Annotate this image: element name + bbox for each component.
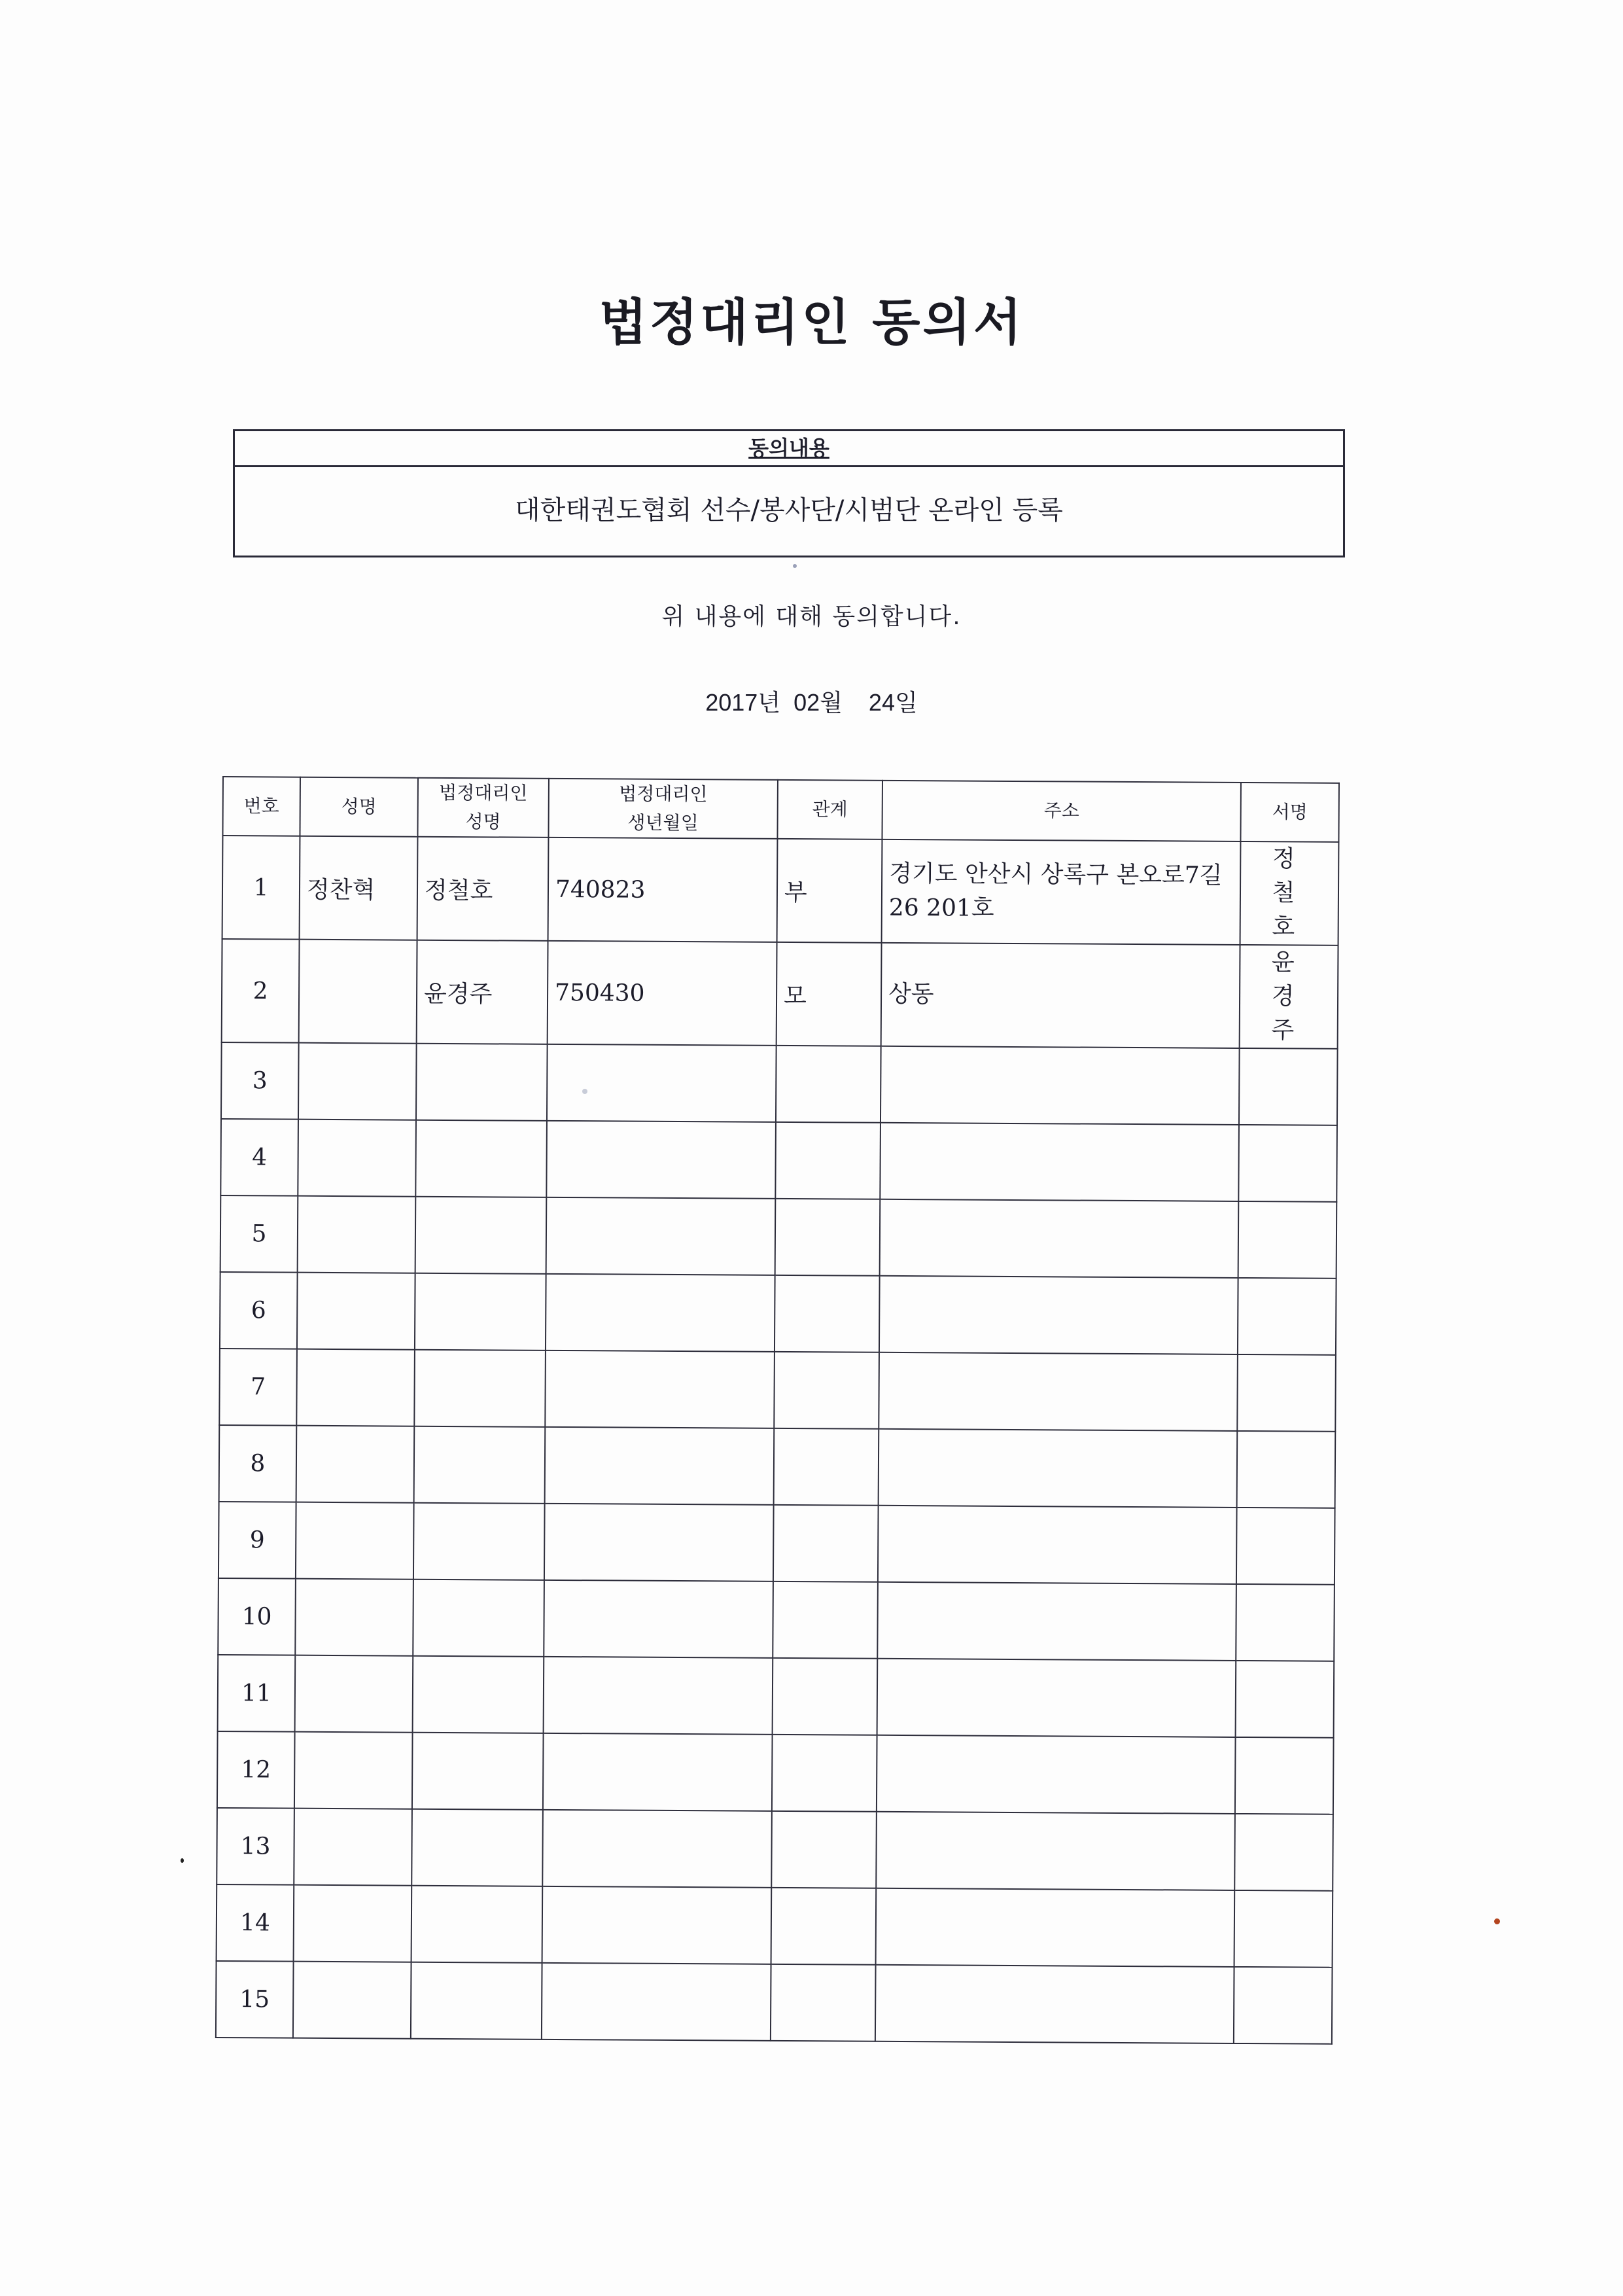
relation — [771, 1888, 877, 1965]
relation — [772, 1735, 877, 1812]
address — [880, 1123, 1239, 1201]
consent-heading: 동의내용 — [235, 431, 1343, 467]
table-row — [219, 1349, 1336, 1432]
student-name — [293, 1962, 411, 2039]
table-row — [220, 1272, 1336, 1355]
table-row — [219, 1425, 1336, 1508]
consent-date: 2017년 02월 24일 — [705, 689, 918, 716]
guardian-name — [413, 1656, 544, 1733]
relation — [771, 1964, 876, 2041]
row-number: 14 — [217, 1884, 294, 1962]
signature — [1236, 1661, 1335, 1738]
address — [877, 1735, 1236, 1814]
signature — [1236, 1584, 1335, 1661]
table-row — [220, 1119, 1337, 1202]
guardian-name — [415, 1273, 546, 1351]
address — [881, 1046, 1240, 1125]
signature — [1239, 1048, 1338, 1125]
scan-speck — [582, 1089, 587, 1094]
guardian-name — [414, 1350, 546, 1427]
guardian-name — [415, 1120, 547, 1197]
row-number: 15 — [216, 1961, 294, 2038]
header-relation: 관계 — [777, 780, 882, 839]
signature — [1238, 1125, 1337, 1202]
signature — [1234, 1890, 1333, 1968]
guardian-birthdate — [544, 1504, 774, 1581]
guardian-name — [411, 1962, 542, 2040]
student-name — [298, 1120, 416, 1197]
relation — [775, 1122, 881, 1199]
signature — [1234, 1814, 1333, 1891]
guardian-birthdate — [542, 1886, 772, 1964]
guardian-name — [414, 1426, 546, 1504]
guardian-name — [413, 1503, 545, 1580]
row-number: 3 — [221, 1042, 299, 1120]
student-name: 정찬혁 — [300, 836, 418, 940]
table-row — [216, 1961, 1333, 2044]
signature — [1236, 1508, 1335, 1585]
table-row — [218, 1578, 1335, 1661]
signature — [1235, 1737, 1334, 1814]
guardian-birthdate — [546, 1274, 775, 1352]
table-row — [217, 1808, 1333, 1891]
scan-speck — [1494, 1918, 1500, 1924]
guardian-name: 정철호 — [417, 837, 549, 941]
header-number: 번호 — [222, 777, 300, 836]
guardian-birthdate — [544, 1657, 773, 1735]
relation: 모 — [777, 942, 882, 1046]
address: 상동 — [881, 943, 1240, 1048]
guardian-birthdate: 740823 — [548, 838, 778, 942]
student-name — [294, 1885, 412, 1962]
row-number: 13 — [217, 1808, 294, 1885]
agreement-statement: 위 내용에 대해 동의합니다. — [661, 603, 962, 630]
relation — [776, 1046, 881, 1123]
guardian-name: 윤경주 — [417, 940, 548, 1044]
guardian-birthdate — [545, 1351, 775, 1428]
relation — [773, 1581, 878, 1659]
guardian-birthdate — [546, 1197, 776, 1275]
guardian-birthdate — [542, 1810, 772, 1888]
guardian-name — [413, 1580, 544, 1657]
student-name — [294, 1809, 412, 1886]
table-row — [222, 939, 1338, 1049]
address — [877, 1582, 1236, 1661]
row-number: 10 — [218, 1578, 296, 1655]
address — [880, 1199, 1239, 1278]
table-header-row — [222, 777, 1338, 842]
table-row — [221, 1042, 1338, 1125]
address — [879, 1429, 1238, 1508]
row-number: 7 — [219, 1349, 297, 1426]
row-number: 1 — [222, 836, 300, 940]
address — [876, 1812, 1235, 1890]
row-number: 12 — [217, 1731, 295, 1809]
address: 경기도 안산시 상록구 본오로7길 26 201호 — [882, 839, 1241, 945]
table-row — [218, 1655, 1335, 1738]
address — [876, 1888, 1235, 1967]
header-address: 주소 — [882, 781, 1241, 841]
guardian-birthdate — [547, 1044, 777, 1122]
address — [879, 1276, 1238, 1354]
student-name — [294, 1732, 413, 1809]
table-row — [222, 836, 1339, 945]
consent-body: 대한태권도협회 선수/봉사단/시범단 온라인 등록 — [515, 495, 1063, 525]
guardian-registration-table — [215, 776, 1340, 2045]
row-number: 9 — [218, 1502, 296, 1579]
student-name — [299, 940, 417, 1044]
signature — [1237, 1354, 1336, 1432]
guardian-name — [411, 1886, 543, 1963]
relation — [774, 1428, 879, 1506]
guardian-birthdate: 750430 — [548, 941, 777, 1046]
student-name — [297, 1273, 415, 1350]
relation — [774, 1352, 879, 1429]
guardian-name — [416, 1044, 548, 1121]
scan-speck — [793, 564, 797, 568]
relation — [775, 1275, 880, 1352]
student-name — [298, 1043, 417, 1120]
relation: 부 — [777, 839, 882, 943]
relation — [775, 1199, 881, 1276]
table-body — [216, 836, 1339, 2044]
header-guardian-name: 법정대리인 성명 — [417, 778, 549, 838]
table-row — [217, 1884, 1333, 1968]
student-name — [298, 1196, 416, 1273]
guardian-birthdate — [542, 1963, 771, 2041]
student-name — [295, 1579, 413, 1656]
signature — [1237, 1431, 1336, 1508]
header-name: 성명 — [300, 777, 418, 837]
row-number: 4 — [220, 1119, 298, 1196]
signature — [1238, 1201, 1337, 1279]
header-guardian-birth: 법정대리인 생년월일 — [548, 779, 778, 839]
document-title: 법정대리인 동의서 — [599, 293, 1024, 351]
relation — [771, 1811, 877, 1888]
guardian-birthdate — [544, 1580, 773, 1658]
guardian-birthdate — [546, 1121, 776, 1199]
address — [877, 1659, 1236, 1737]
consent-box — [233, 429, 1345, 557]
address — [878, 1506, 1237, 1584]
guardian-birthdate — [545, 1427, 775, 1505]
row-number: 5 — [220, 1195, 298, 1273]
row-number: 11 — [218, 1655, 296, 1732]
relation — [773, 1505, 879, 1582]
address — [879, 1352, 1238, 1431]
student-name — [296, 1426, 415, 1503]
row-number: 8 — [219, 1425, 297, 1502]
row-number: 2 — [222, 939, 300, 1043]
signature: 정 철 호 — [1240, 841, 1339, 945]
table-row — [218, 1502, 1335, 1585]
guardian-name — [412, 1733, 544, 1810]
table-row — [220, 1195, 1337, 1279]
header-signature: 서명 — [1240, 783, 1339, 842]
guardian-name — [411, 1809, 543, 1886]
guardian-name — [415, 1197, 547, 1274]
address — [875, 1965, 1234, 2043]
guardian-birthdate — [543, 1733, 773, 1811]
student-name — [296, 1502, 414, 1580]
signature: 윤 경 주 — [1240, 945, 1338, 1049]
signature — [1234, 1967, 1333, 2044]
row-number: 6 — [220, 1272, 298, 1349]
scan-speck — [181, 1858, 184, 1863]
student-name — [295, 1655, 413, 1733]
signature — [1238, 1278, 1336, 1355]
student-name — [296, 1349, 415, 1426]
relation — [773, 1658, 878, 1735]
table-row — [217, 1731, 1334, 1814]
